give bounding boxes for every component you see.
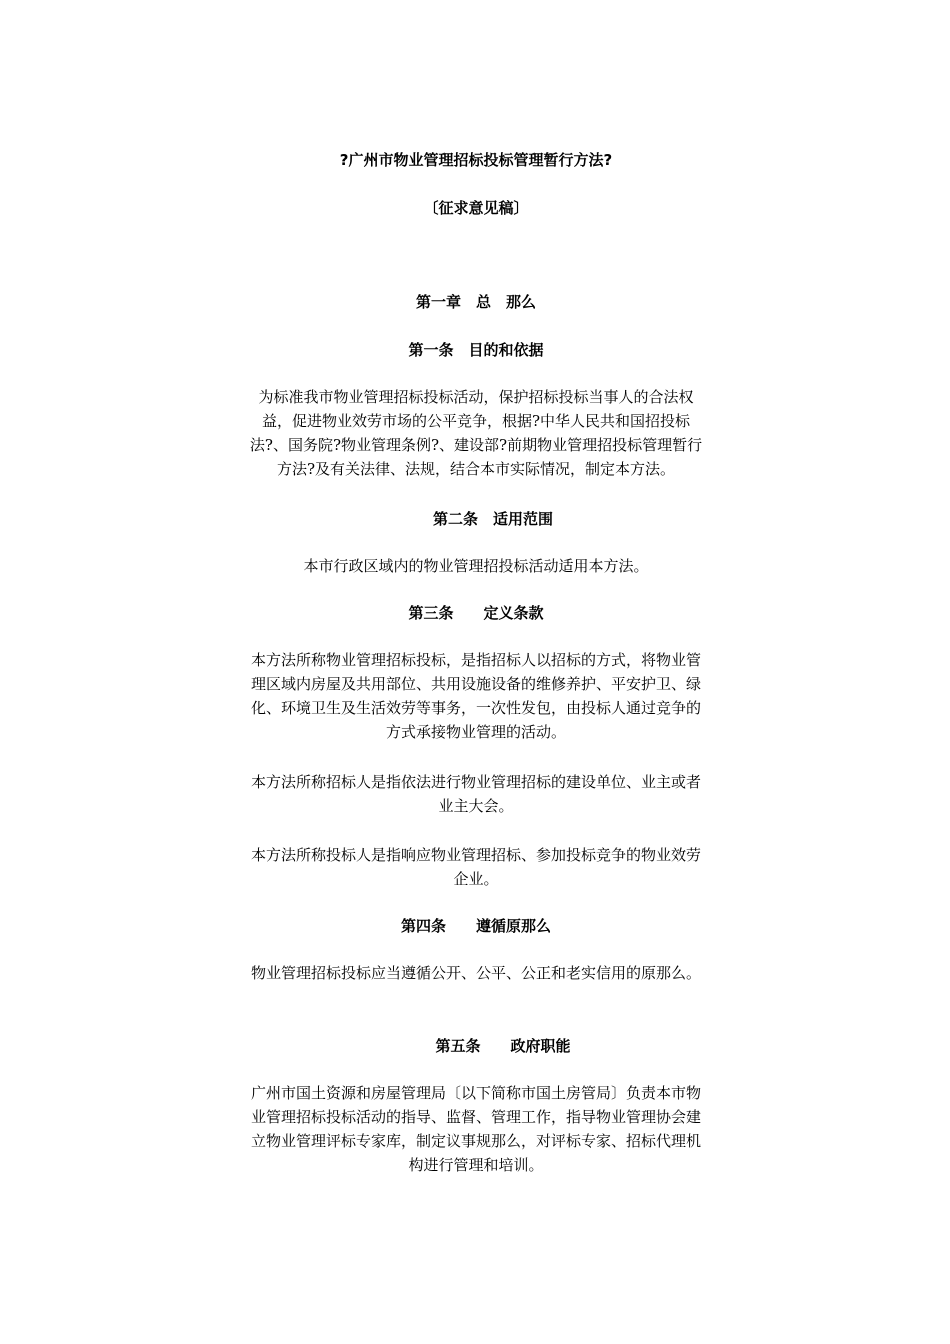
document-subtitle: 〔征求意见稿〕 bbox=[423, 199, 529, 217]
article-3-paragraph-1: 本方法所称物业管理招标投标，是指招标人以招标的方式，将物业管理区域内房屋及共用部位、共用设施设备的维修养护、平安护卫、绿化、环境卫生及生活效劳等事务，一次性发包，由投标人通过竞争的方式承接物业管理的活动。 bbox=[250, 651, 701, 741]
article-2-text: 本市行政区域内的物业管理招投标活动适用本方法。 bbox=[303, 557, 649, 575]
chapter-heading: 第一章 总 那么 bbox=[415, 293, 536, 311]
document-title: ?广州市物业管理招标投标管理暂行方法? bbox=[339, 151, 613, 169]
article-4-text: 物业管理招标投标应当遵循公开、公平、公正和老实信用的原那么。 bbox=[250, 964, 701, 982]
article-5-heading: 第五条 政府职能 bbox=[435, 1037, 571, 1055]
article-1-text: 为标准我市物业管理招标投标活动，保护招标投标当事人的合法权益，促进物业效劳市场的公平竞争，根据?中华人民共和国招投标法?、国务院?物业管理条例?、建设部?前期物业管理招投标管理暂行方法?及有关法律、法规，结合本市实际情况，制定本方法。 bbox=[249, 388, 703, 478]
article-4-heading: 第四条 遵循原那么 bbox=[400, 917, 551, 935]
article-3-paragraph-3: 本方法所称投标人是指响应物业管理招标、参加投标竞争的物业效劳企业。 bbox=[250, 846, 701, 888]
article-1-heading: 第一条 目的和依据 bbox=[408, 341, 544, 359]
article-3-heading: 第三条 定义条款 bbox=[408, 604, 544, 622]
article-5-text: 广州市国土资源和房屋管理局〔以下简称市国土房管局〕负责本市物业管理招标投标活动的指导、监督、管理工作，指导物业管理协会建立物业管理评标专家库，制定议事规那么，对评标专家、招标代理机构进行管理和培训。 bbox=[250, 1084, 701, 1174]
article-3-paragraph-2: 本方法所称招标人是指依法进行物业管理招标的建设单位、业主或者业主大会。 bbox=[250, 773, 701, 815]
article-2-heading: 第二条 适用范围 bbox=[432, 510, 553, 528]
